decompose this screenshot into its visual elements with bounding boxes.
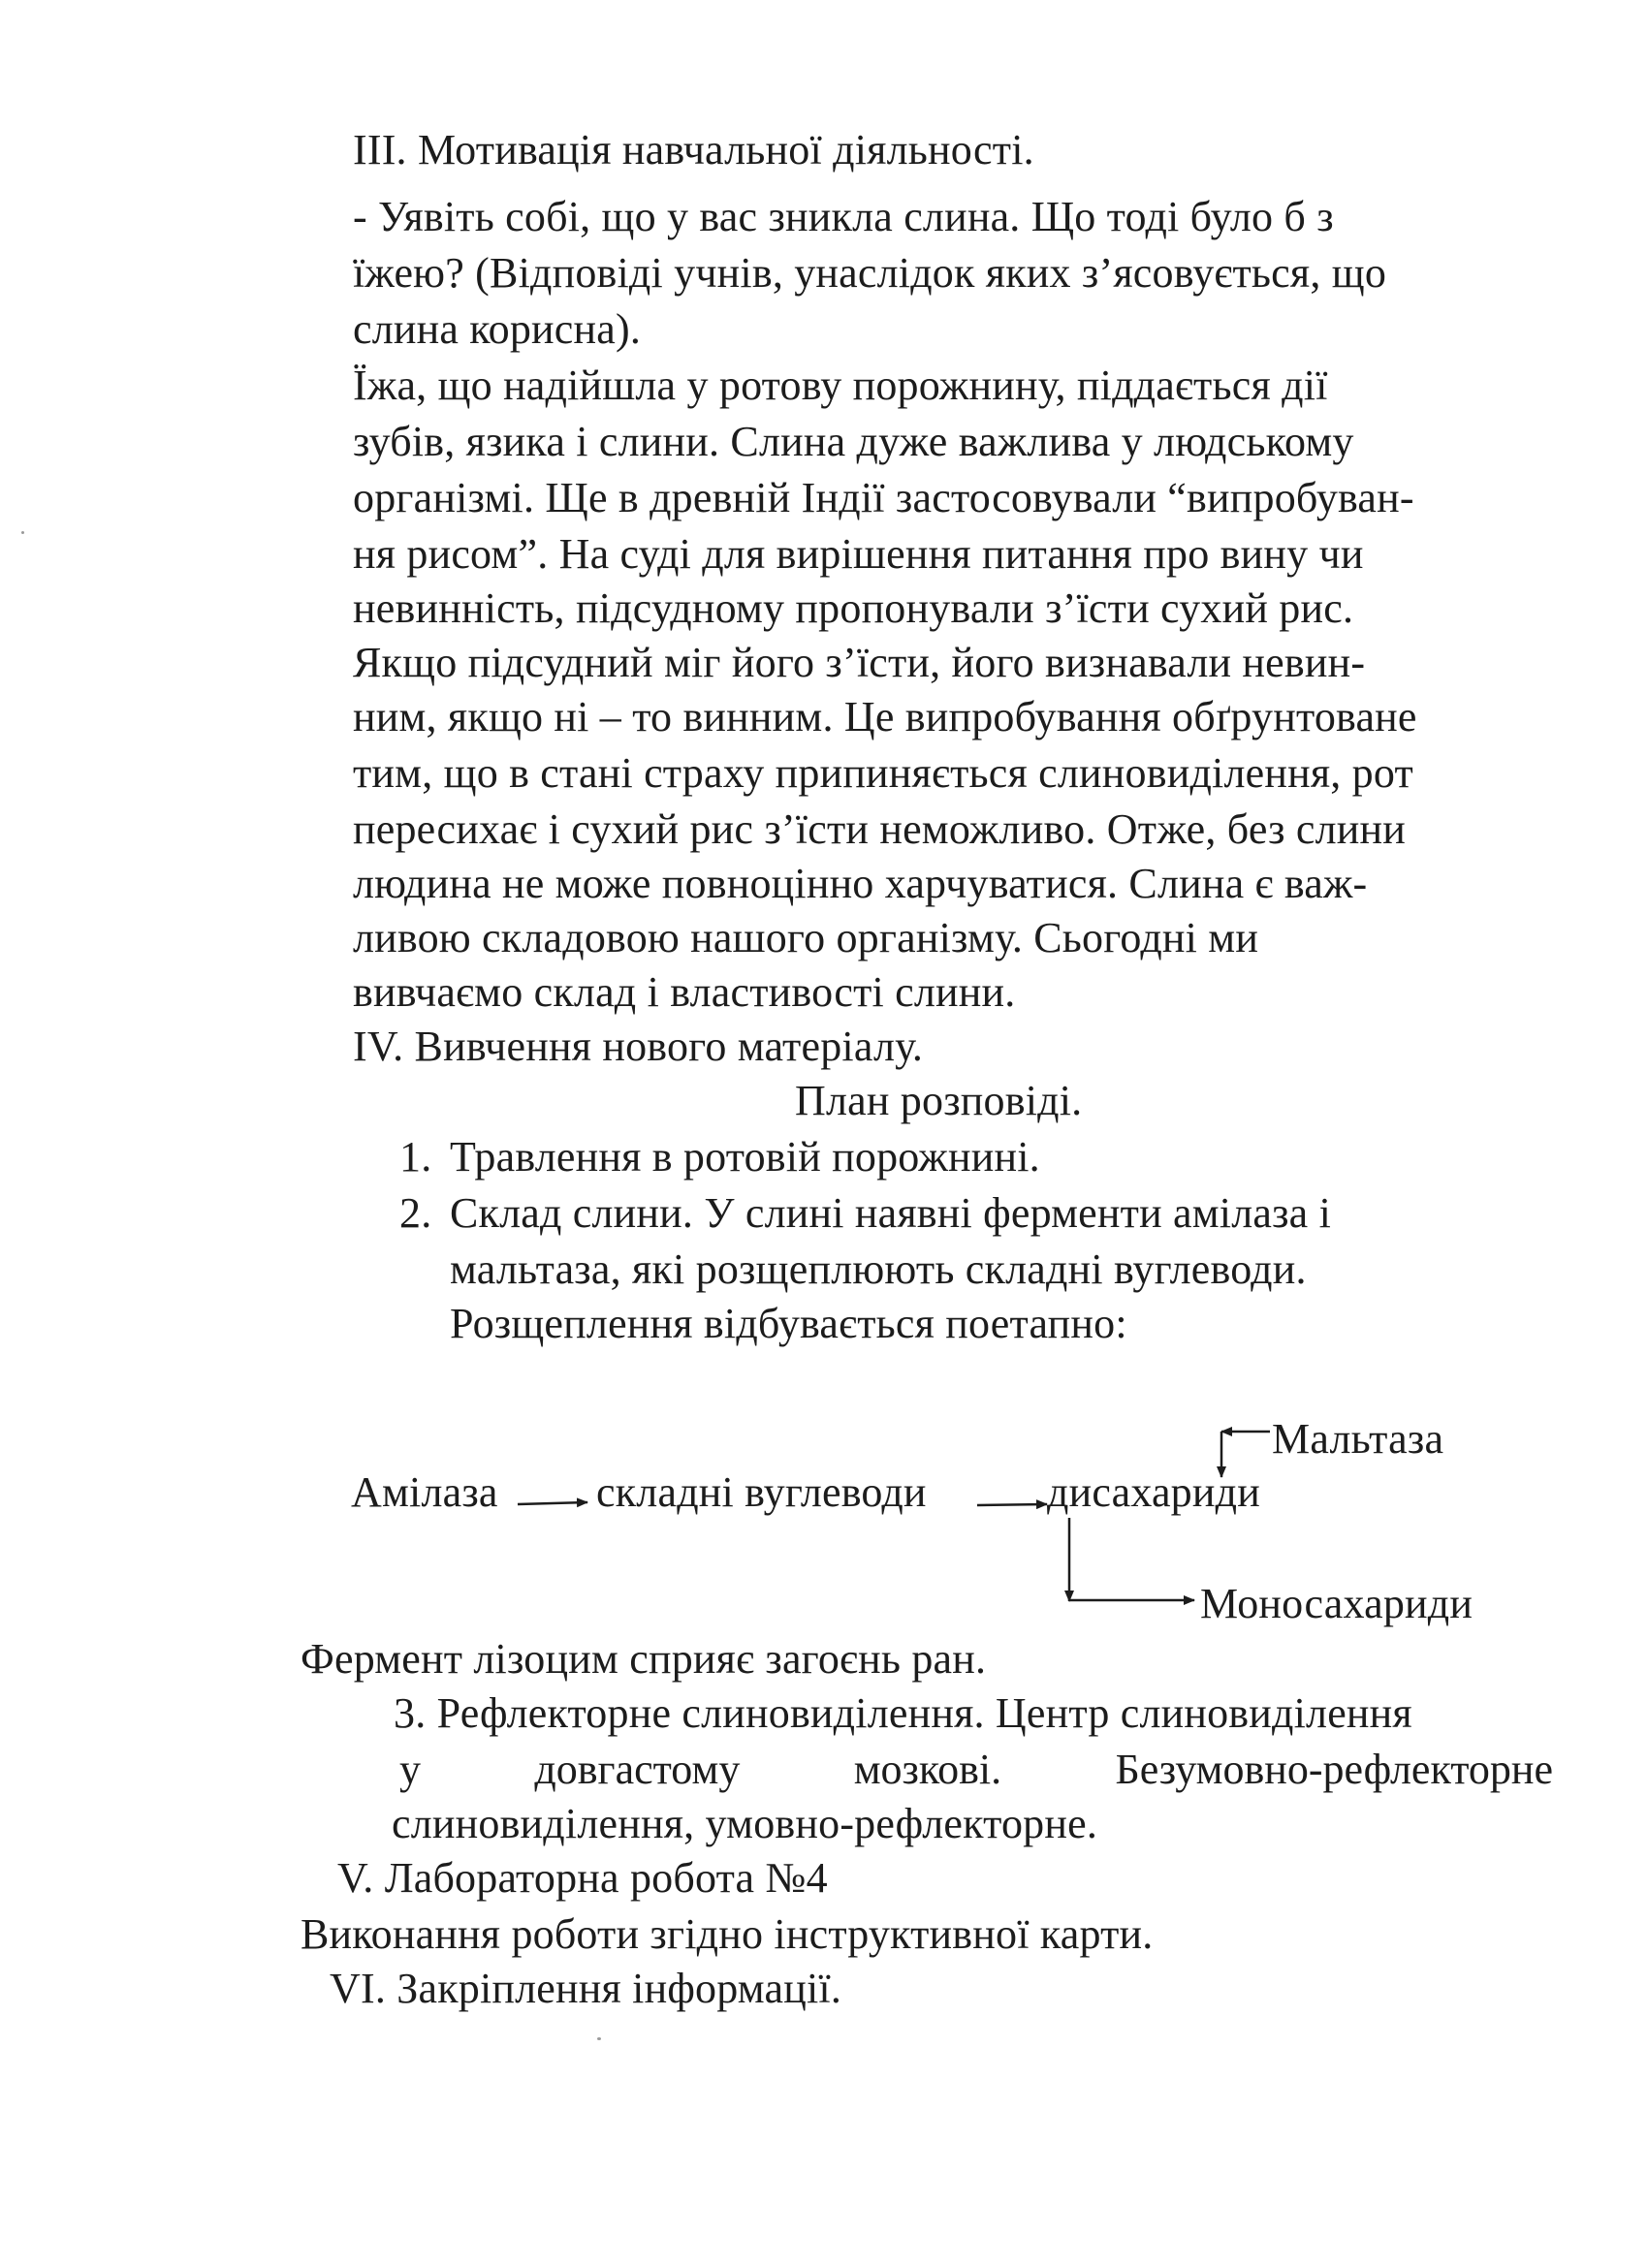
paragraph-line: організмі. Ще в древній Індії застосовували “випробуван- [353, 474, 1414, 521]
paragraph-line: Їжа, що надійшла у ротову порожнину, піддається дії [353, 362, 1328, 409]
plan-item-3: 3. Рефлекторне слиновиділення. Центр слиновиділення [394, 1689, 1412, 1737]
paragraph-line: пересихає і сухий рис з’їсти неможливо. Отже, без слини [353, 805, 1406, 853]
paragraph-line: слина корисна). [353, 305, 642, 353]
plan-item-3-justified-line [399, 1743, 1553, 1797]
word: у [399, 1746, 421, 1793]
arrow-carbs-to-disaccharides [977, 1504, 1047, 1505]
diagram-disaccharides-label: дисахариди [1047, 1468, 1260, 1516]
paragraph-line: вивчаємо склад і властивості слини. [353, 968, 1016, 1016]
paragraph-line: тим, що в стані страху припиняється слиновиділення, рот [353, 749, 1413, 797]
word: Безумовно-рефлекторне [1115, 1746, 1553, 1793]
plan-item-2 [399, 1186, 1331, 1241]
paragraph-line: ня рисом”. На суді для вирішення питання про вину чи [353, 530, 1364, 578]
lysozyme-text: Фермент лізоцим сприяє загоєнь ран. [301, 1635, 987, 1683]
plan-title: План розповіді. [795, 1077, 1083, 1124]
paragraph-line: - Уявіть собі, що у вас зникла слина. Що тоді було б з [353, 193, 1334, 240]
plan-item-text: Розщеплення відбувається поетапно: [450, 1300, 1127, 1347]
paragraph-line: ливою складовою нашого організму. Сьогодні ми [353, 914, 1259, 961]
section-iv-heading: IV. Вивчення нового матеріалу. [353, 1023, 924, 1070]
plan-item-number: 2. [399, 1189, 432, 1237]
plan-item-text: Травлення в ротовій порожнині. [450, 1133, 1040, 1181]
paragraph-line: людина не може повноцінно харчуватися. Слина є важ- [353, 860, 1368, 907]
section-v-heading: V. Лабораторна робота №4 [337, 1854, 828, 1902]
paragraph-line: Якщо підсудний міг його з’їсти, його визнавали невин- [353, 639, 1366, 686]
paragraph-line: зубів, язика і слини. Слина дуже важлива у людському [353, 418, 1354, 465]
plan-item-1 [399, 1130, 1040, 1184]
section-v-text: Виконання роботи згідно інструктивної карти. [301, 1910, 1154, 1958]
diagram-maltase-label: Мальтаза [1272, 1415, 1444, 1463]
plan-item-3-line: слиновиділення, умовно-рефлекторне. [392, 1800, 1098, 1847]
paragraph-line: ним, якщо ні – то винним. Це випробування обґрунтоване [353, 693, 1417, 740]
section-vi-heading: VI. Закріплення інформації. [330, 1965, 842, 2012]
plan-item-number: 1. [399, 1133, 432, 1181]
diagram-amylase-label: Амілаза [351, 1468, 498, 1516]
arrow-amylase-to-carbs [518, 1502, 587, 1504]
plan-item-text: мальтаза, які розщеплюють складні вуглеводи. [450, 1245, 1307, 1293]
plan-item-text: Склад слини. У слині наявні ферменти амілаза і [450, 1189, 1332, 1237]
scan-speck [597, 2037, 601, 2040]
scan-speck [21, 531, 24, 534]
diagram-complex-carbs-label: складні вуглеводи [596, 1468, 927, 1516]
paragraph-line: невинність, підсудному пропонували з’їсти сухий рис. [353, 584, 1354, 632]
word: мозкові. [853, 1746, 1002, 1793]
section-iii-heading: III. Мотивація навчальної діяльності. [353, 126, 1034, 173]
diagram-monosaccharides-label: Моносахариди [1200, 1580, 1474, 1627]
word: довгастому [534, 1746, 741, 1793]
paragraph-line: їжею? (Відповіді учнів, унаслідок яких з’ясовується, що [353, 249, 1387, 297]
